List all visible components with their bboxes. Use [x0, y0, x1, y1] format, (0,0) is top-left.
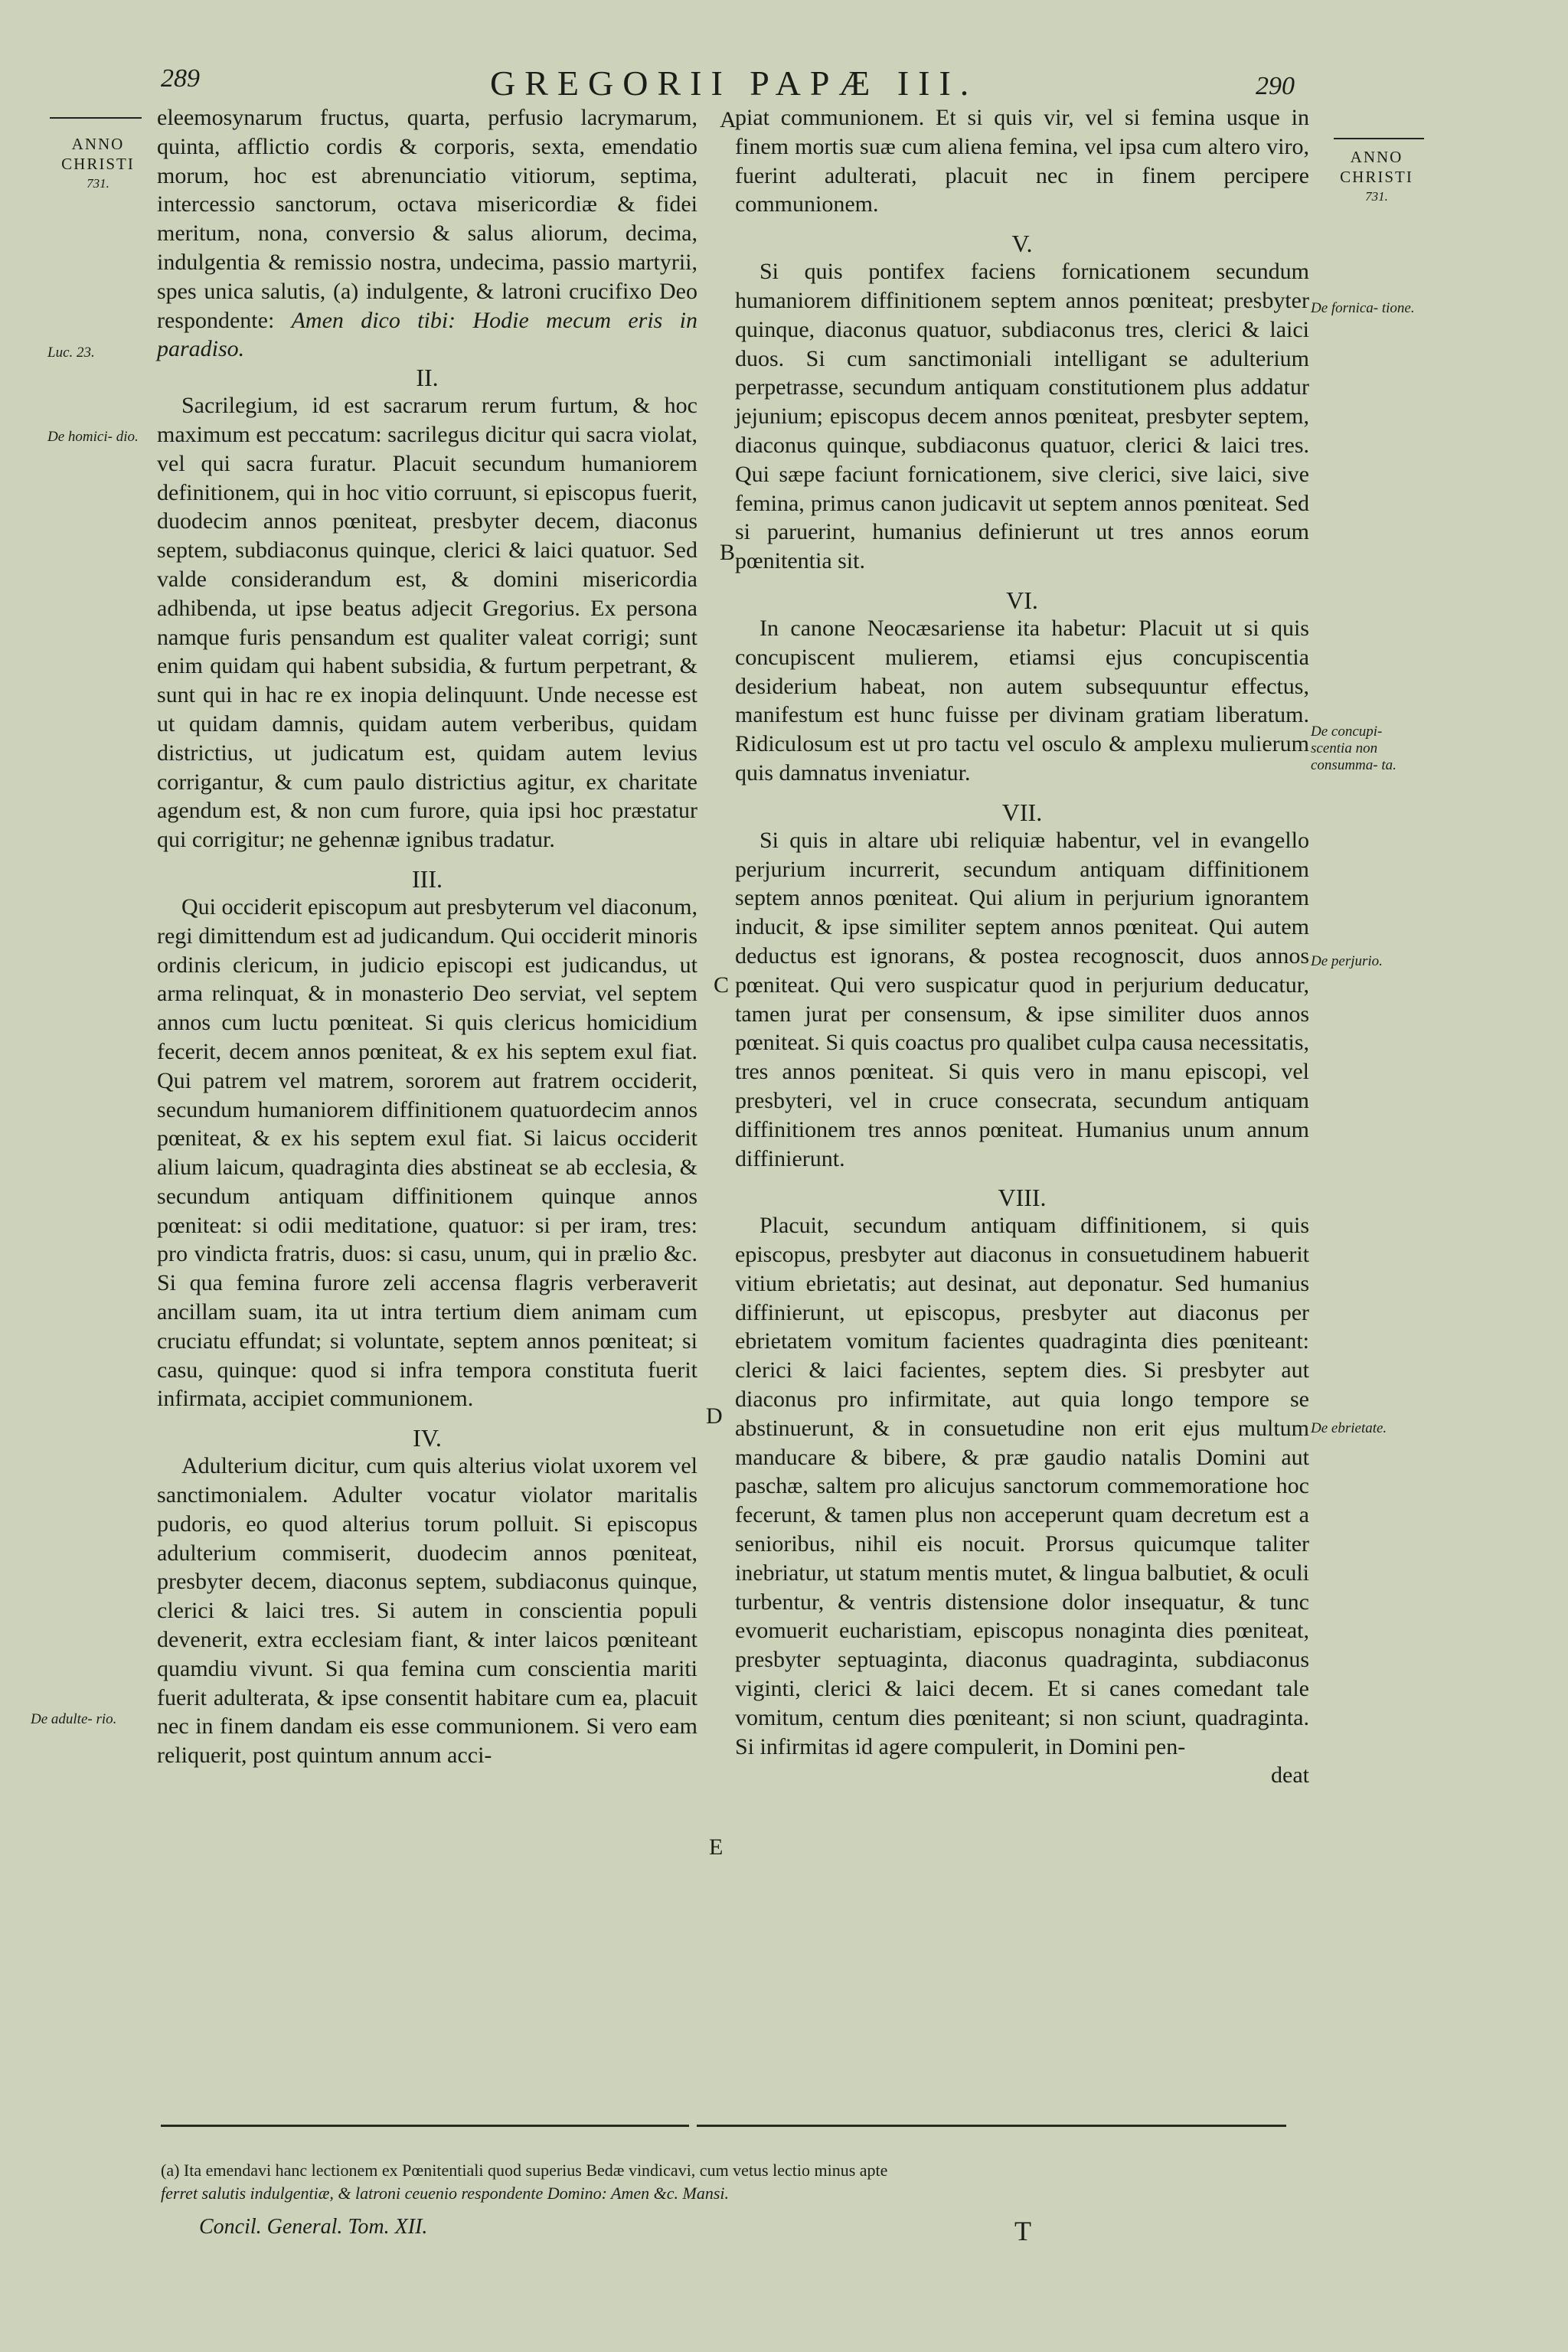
footnote: [161, 2159, 1309, 2205]
page-number-right: 290: [1256, 72, 1295, 100]
margin-note-perjurio: De perjurio.: [1311, 953, 1383, 969]
margin-note-concupiscentia: De concupi- scentia non consumma- ta.: [1311, 724, 1396, 773]
scripture-quote: Amen dico tibi: Hodie mecum eris in paradiso.: [157, 307, 698, 362]
gutter-letter-a: A: [720, 107, 737, 132]
section-number-4: IV.: [413, 1424, 442, 1452]
left-intro: eleemosynarum fructus, quarta, perfusio lacrymarum, quinta, afflictio cordis & corporis, sexta, emendatio morum, hoc est abrenunciatio vitiorum, septima, intercessio sanctorum, octava misericordiæ & fidei meritum, nona, conversio & salus aliorum, decima, indulgentia & remissio nostra, undecima, passio martyrii, spes unica salutis, (a) indulgente, & latroni crucifixo Deo respondente: Amen dico tibi: Hodie mecum eris in paradiso.: [157, 105, 698, 362]
section-4-text: Adulterium dicitur, cum quis alterius violat uxorem vel sanctimonialem. Adulter vocatur violator maritalis pudoris, eo quod alterius torum polluit. Si episcopus adulterium commiserit, duodecim annos pœniteat, presbyter decem, diaconus septem, subdiaconus quinque, clerici & laici tres. Si autem in conscientia populi devenerit, extra ecclesiam fiant, & inter laicos pœniteant quamdiu vivunt. Si qua femina cum conscientia mariti fuerit adulterata, & ipse consentit habitare cum ea, placuit nec in finem dandam eis esse communionem. Si vero eam reliquerit, post quintum annum acci-: [157, 1453, 697, 1769]
gutter-letter-c: C: [714, 972, 730, 998]
section-number-7: VII.: [1001, 798, 1043, 826]
header-rule-right: [1334, 138, 1424, 139]
right-intro: piat communionem. Et si quis vir, vel si femina usque in finem mortis suæ cum aliena femina, vel ipsa cum altero viro, fuerint adulterati, placuit nec in finem percipere communionem.: [735, 105, 1309, 217]
section-number-8: VIII.: [998, 1184, 1047, 1212]
anno-label: ANNO: [1350, 148, 1403, 166]
section-2-text: Sacrilegium, id est sacrarum rerum furtum, & hoc maximum est peccatum: sacrilegus dicitur qui sacra violat, vel qui sacra furatur. Placuit secundum humaniorem definitionem, qui in hoc vitio corruunt, si episcopus fuerit, duodecim annos pœniteat, presbyter decem, diaconus septem, subdiaconus quinque, clerici & laici quatuor. Sed valde considerandum est, & domini misericordia adhibenda, ut ipse beatus adjecit Gregorius. Ex persona namque furis pensandum est qualiter valeat corrigi; sunt enim quidam qui habent subsidia, & furtum perpetrant, & sunt qui in hac re ex inopia delinquunt. Unde necesse est ut quidam damnis, quidam autem verberibus, quidam districtius, ut judicatum est, quidam autem levius corrigantur, & cum paulo districtius agitur, ex charitate agendum est, & non cum furore, quia ipsi hoc præstatur qui corrigitur; ne gehennæ ignibus tradatur.: [157, 393, 697, 853]
footnote-line-2: ferret salutis indulgentiæ, & latroni ceuenio respondente Domino: Amen &c. Mansi.: [161, 2184, 730, 2203]
gutter-letter-e: E: [709, 1834, 724, 1860]
section-number-6: VI.: [1006, 586, 1038, 614]
margin-note-adulterio: De adulte- rio.: [31, 1711, 117, 1727]
catchword: deat: [1271, 1762, 1309, 1788]
section-number-3: III.: [412, 864, 443, 893]
rule-segment: [697, 2125, 1286, 2127]
footnote-line-1: (a) Ita emendavi hanc lectionem ex Pœnitentiali quod superius Bedæ vindicavi, cum vetus lectio minus apte: [161, 2161, 888, 2180]
section-8-text: Placuit, secundum antiquam diffinitionem, si quis episcopus, presbyter aut diaconus in consuetudinem habuerit vitium ebrietatis; aut desinat, aut deponatur. Sed humanius diffinierunt, ut episcopus, presbyter aut diaconus per ebrietatem vomitum facientes quadraginta dies pœniteant: clerici & laici facientes, septem dies. Si presbyter aut diaconus pro infirmitate, aut quia longo tempore se abstinuerunt, & in consuetudine non erit ejus multum manducare & bibere, & præ gaudio natalis Domini aut paschæ, saltem pro alicujus sanctorum commemoratione hoc fecerunt, & tamen plus non acceperunt quam decretum est a senioribus, nihil eis nocuit. Prorsus quicumque taliter inebriatur, ut statum mentis mutet, & lingua balbutiet, & oculi turbentur, & ventris distensione dolor insequatur, & tunc evomuerit eucharistiam, episcopus nonaginta dies pœniteat, presbyter septuaginta, diaconus quadraginta, subdiaconus viginti, clerici & laici decem. Et si canes comedant tale vomitum, centum dies pœniteant; si non sciunt, quadraginta. Si infirmitas id agere compulerit, in Domini pen-: [735, 1213, 1309, 1759]
anno-year: 731.: [87, 176, 109, 191]
left-column: [157, 103, 697, 1770]
page-number-left: 289: [161, 64, 200, 93]
gutter-letter-b: B: [720, 540, 736, 565]
margin-note-fornicatione: De fornica- tione.: [1311, 300, 1415, 316]
section-7-text: Si quis in altare ubi reliquiæ habentur, vel in evangello perjurium incurrerit, secundum antiquam diffinitionem septem annos pœniteat. Qui alium in perjurium ignorantem inducit, & ipse similiter septem annos pœniteat. Qui autem deductus est ignorans, & postea recognoscit, duos annos pœniteat. Qui vero suspicatur quod in perjurium deducatur, tamen jurat per consensum, & ipse similiter duos annos pœniteat. Si quis coactus pro qualibet culpa causa necessitatis, tres annos pœniteat. Si quis vero in manu episcopi, vel presbyteri, vel in cruce consecrata, secundum antiquam diffinitionem tres annos pœniteat. Humanius unum annum diffinierunt.: [735, 827, 1309, 1171]
margin-note-homicidio: De homici- dio.: [47, 429, 139, 445]
signature-letter: T: [1014, 2216, 1031, 2246]
gutter-letter-d: D: [706, 1403, 723, 1429]
margin-note-ebrietate: De ebrietate.: [1311, 1420, 1387, 1436]
section-5-text: Si quis pontifex faciens fornicationem secundum humaniorem diffinitionem septem annos pœniteat; presbyter quinque, diaconus quatuor, subdiaconus tres, clerici & laici duos. Si cum sanctimoniali intelligant se adulterium perpetrasse, secundum antiquam constitutionem plus addatur jejunium; episcopus decem annos pœniteat, presbyter septem, diaconus quinque, subdiaconus quatuor, clerici & laici tres. Qui sæpe faciunt fornicationem, sive clerici, sive laici, sive femina, primus canon judicavit ut septem annos pœniteat. Sed si paruerint, humanius definierunt ut tres annos eorum pœnitentia sit.: [735, 259, 1309, 574]
page-header: [0, 61, 1568, 107]
header-rule-left: [50, 117, 142, 119]
anno-christi-right: [1331, 147, 1423, 207]
section-6-text: In canone Neocæsariense ita habetur: Placuit ut si quis concupiscent mulierem, etiamsi ejus concupiscentia desiderium habeat, non autem subsequuntur effectus, manifestum est hunc fuisse per divinam gratiam liberatum. Ridiculosum est ut pro tactu vel osculo & amplexu mulierum quis damnatus inveniatur.: [735, 615, 1309, 786]
margin-note-luc: Luc. 23.: [47, 345, 95, 361]
rule-segment: [161, 2125, 689, 2127]
section-number-5: V.: [1011, 230, 1033, 258]
footnote-rule: [161, 2125, 1309, 2131]
right-column: [735, 103, 1309, 1790]
christi-label: CHRISTI: [1340, 168, 1413, 186]
christi-label: CHRISTI: [61, 155, 135, 173]
signature-line: Concil. General. Tom. XII.: [199, 2215, 428, 2239]
running-title: GREGORII PAPÆ III.: [490, 64, 978, 103]
anno-label: ANNO: [71, 135, 125, 153]
section-number-2: II.: [416, 364, 439, 392]
anno-christi-left: [52, 134, 144, 194]
anno-year: 731.: [1365, 189, 1388, 204]
section-3-text: Qui occiderit episcopum aut presbyterum vel diaconum, regi dimittendum est ad judicandum. Qui occiderit minoris ordinis clericum, in judicio episcopi est judicandus, ut arma relinquat, & in monasterio Deo serviat, vel septem annos cum luctu pœniteat. Si quis clericus homicidium fecerit, decem annos pœniteat, & ex his septem exul fiat. Qui patrem vel matrem, sororem aut fratrem occiderit, secundum humaniorem diffinitionem quatuordecim annos pœniteat, & ex his septem exul fiat. Si laicus occiderit alium laicum, quadraginta dies abstineat se ab ecclesia, & secundum antiquam diffinitionem quinque annos pœniteat: si odii meditatione, quatuor: si per iram, tres: pro vindicta fratris, duos: si casu, unum, qui in prælio &c. Si qua femina furore zeli accensa flagris verberaverit ancillam suam, ita ut intra tertium diem animam cum cruciatu effundat; si voluntate, septem annos pœniteat; si casu, quinque: quod si infra tempora constituta fuerit infirmata, accipiet communionem.: [157, 893, 697, 1412]
